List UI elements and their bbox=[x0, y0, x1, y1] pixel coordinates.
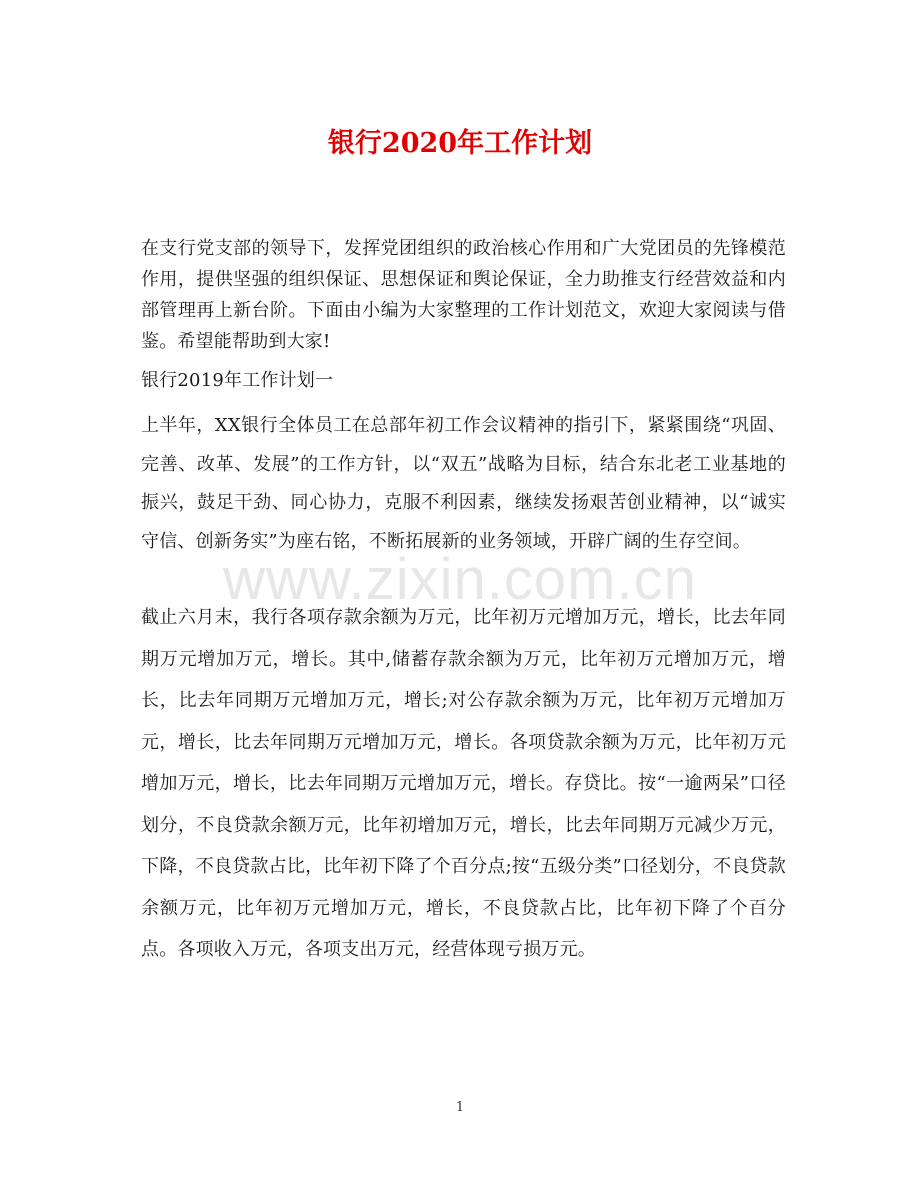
section-heading: 银行2019年工作计划一 bbox=[141, 370, 334, 391]
body-paragraph-1: 上半年，XX银行全体员工在总部年初工作会议精神的指引下，紧紧围绕“巩固、完善、改革、发展”的工作方针，以“双五”战略为目标，结合东北老工业基地的振兴，鼓足干劲、同心协力，克服不利因素，继续发扬艰苦创业精神，以“诚实守信、创新务实”为座右铭，不断拓展新的业务领域，开辟广阔的生存空间。 bbox=[141, 415, 786, 552]
document-body bbox=[141, 233, 786, 971]
document-title: 银行2020年工作计划 bbox=[327, 128, 593, 159]
watermark: www.zixin.com.cn bbox=[223, 547, 697, 612]
intro-paragraph: 在支行党支部的领导下，发挥党团组织的政治核心作用和广大党团员的先锋模范作用，提供坚强的组织保证、思想保证和舆论保证，全力助推支行经营效益和内部管理再上新台阶。下面由小编为大家整理的工作计划范文，欢迎大家阅读与借鉴。希望能帮助到大家! bbox=[141, 238, 786, 352]
body-paragraph-2: 截止六月末，我行各项存款余额为万元，比年初万元增加万元，增长，比去年同期万元增加万元，增长。其中,储蓄存款余额为万元，比年初万元增加万元，增长，比去年同期万元增加万元，增长;对公存款余额为万元，比年初万元增加万元，增长，比去年同期万元增加万元，增长。各项贷款余额为万元，比年初万元增加万元，增长，比去年同期万元增加万元，增长。存贷比。按“一逾两呆”口径划分，不良贷款余额万元，比年初增加万元，增长，比去年同期万元减少万元，下降，不良贷款占比，比年初下降了个百分点;按“五级分类”口径划分，不良贷款余额万元，比年初万元增加万元，增长，不良贷款占比，比年初下降了个百分点。各项收入万元，各项支出万元，经营体现亏损万元。 bbox=[141, 607, 786, 961]
page-number: 1 bbox=[455, 1100, 465, 1115]
